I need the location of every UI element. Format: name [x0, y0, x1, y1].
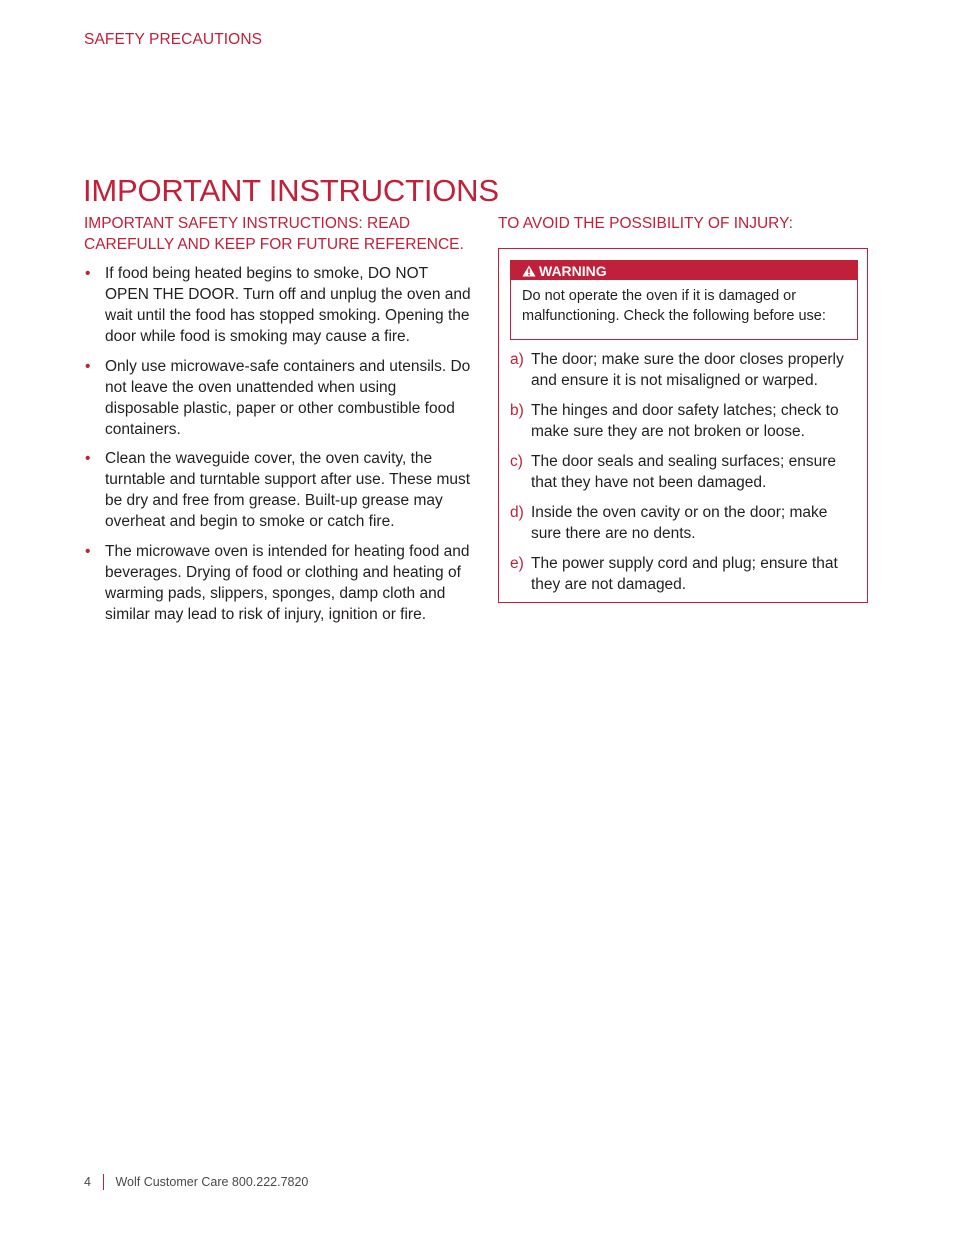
- right-column-heading: TO AVOID THE POSSIBILITY OF INJURY:: [498, 215, 793, 232]
- warning-label: WARNING: [539, 262, 607, 279]
- list-item: [84, 356, 474, 440]
- list-marker: a): [510, 351, 524, 368]
- list-item: [510, 349, 860, 391]
- list-item: [510, 502, 860, 544]
- list-item: [84, 541, 474, 625]
- list-item-text: Clean the waveguide cover, the oven cavity, the turntable and turntable support after use. These must be dry and free from grease. Built-up grease may overheat and begin to smoke or catch fire.: [105, 450, 471, 530]
- left-column-heading: IMPORTANT SAFETY INSTRUCTIONS: READ CAREFULLY AND KEEP FOR FUTURE REFERENCE.: [84, 215, 464, 253]
- warning-text: Do not operate the oven if it is damaged or malfunctioning. Check the following before use:: [522, 288, 826, 324]
- list-item: [84, 448, 474, 532]
- warning-triangle-icon: [522, 265, 536, 277]
- list-item: [510, 400, 860, 442]
- list-marker: c): [510, 453, 523, 470]
- list-item-text: The microwave oven is intended for heating food and beverages. Drying of food or clothing and heating of warming pads, slippers, sponges, damp cloth and similar may lead to risk of injury, ignition or fire.: [105, 542, 470, 623]
- page-footer: [84, 1174, 308, 1190]
- warning-box: [510, 260, 858, 340]
- warning-header: [511, 261, 857, 280]
- list-marker: b): [510, 402, 524, 419]
- list-item-text: The door; make sure the door closes properly and ensure it is not misaligned or warped.: [531, 351, 844, 389]
- footer-divider: [103, 1174, 105, 1190]
- bullet-icon: •: [85, 542, 91, 560]
- list-marker: d): [510, 504, 524, 521]
- list-marker: e): [510, 555, 524, 572]
- bullet-icon: •: [85, 357, 91, 375]
- list-item: [510, 451, 860, 493]
- inspection-checklist: [510, 349, 860, 604]
- list-item-text: The door seals and sealing surfaces; ensure that they have not been damaged.: [531, 453, 837, 491]
- list-item: [84, 263, 474, 347]
- left-column: [84, 213, 474, 633]
- injury-checklist-box: [498, 248, 868, 603]
- list-item-text: The hinges and door safety latches; check to make sure they are not broken or loose.: [531, 402, 839, 440]
- customer-care-text: Wolf Customer Care 800.222.7820: [115, 1175, 309, 1189]
- bullet-icon: •: [85, 265, 91, 282]
- safety-bullet-list: [84, 263, 474, 625]
- section-label: SAFETY PRECAUTIONS: [84, 31, 263, 48]
- bullet-icon: •: [85, 450, 91, 467]
- list-item-text: Only use microwave-safe containers and utensils. Do not leave the oven unattended when using disposable plastic, paper or other combustible food containers.: [105, 357, 471, 438]
- list-item: [510, 553, 860, 595]
- list-item-text: If food being heated begins to smoke, DO NOT OPEN THE DOOR. Turn off and unplug the oven and wait until the food has stopped smoking. Opening the door while food is smoking may cause a fire.: [105, 265, 471, 345]
- page-number: 4: [84, 1175, 91, 1189]
- list-item-text: Inside the oven cavity or on the door; make sure there are no dents.: [531, 504, 828, 542]
- page-title: IMPORTANT INSTRUCTIONS: [83, 173, 499, 208]
- list-item-text: The power supply cord and plug; ensure that they are not damaged.: [531, 555, 838, 593]
